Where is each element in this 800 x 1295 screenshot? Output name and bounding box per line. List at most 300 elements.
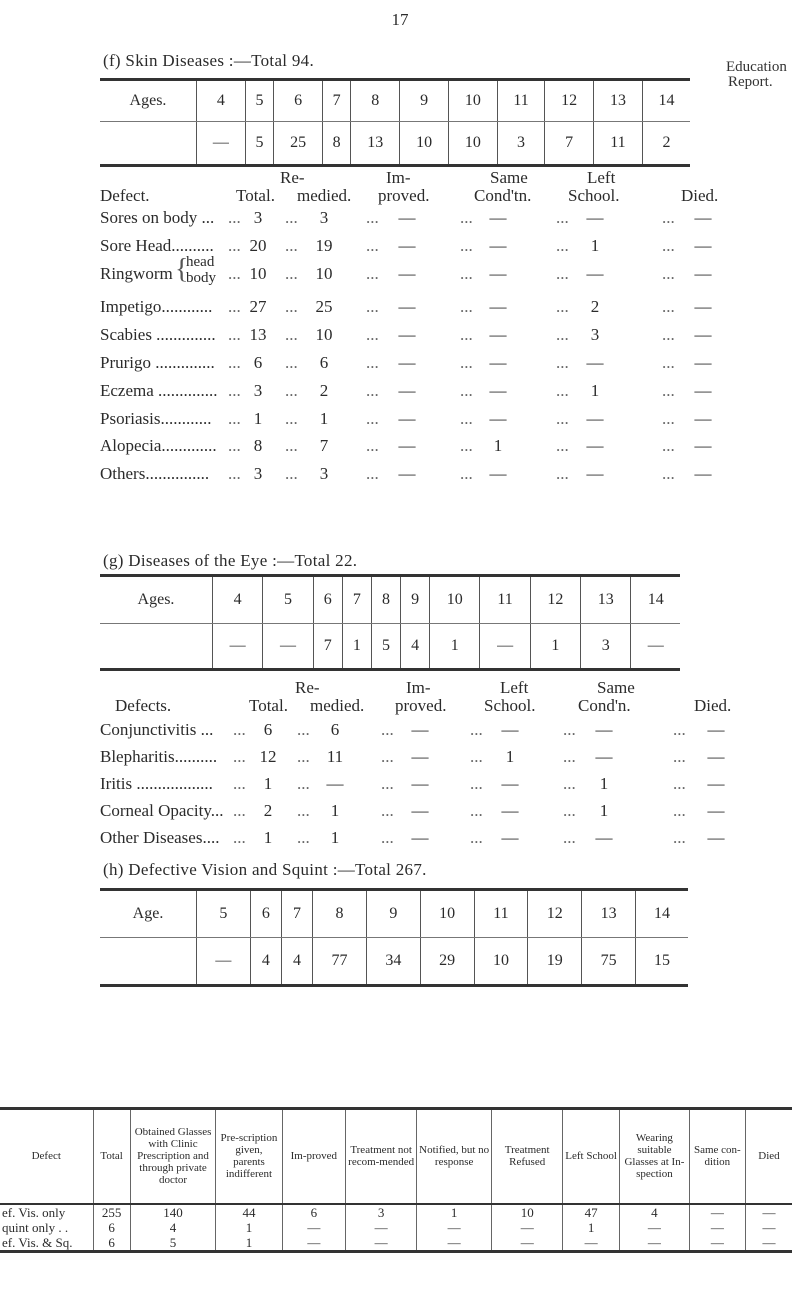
cell-died: — [707,747,725,766]
count-cell: 4 [250,938,281,986]
defect-name: Conjunctivitis ... [100,720,214,739]
defect-row [0,436,800,460]
cell-total: 1 [263,774,273,793]
cell-total: 10 [249,263,267,283]
col-remedied-1: Re- [295,678,320,697]
defect-name: Scabies .............. [100,325,216,345]
table-cell: 3 [346,1204,417,1220]
age-cell: 9 [400,80,449,122]
defect-row [0,297,800,321]
age-cell: 7 [342,576,371,624]
col-improved-2: proved. [378,186,430,205]
cell-died: — [694,380,712,400]
cell-improved: — [398,325,416,345]
leader-dots: ... [366,208,379,227]
leader-dots: ... [228,297,241,317]
leader-dots: ... [285,208,298,227]
leader-dots: ... [381,828,394,847]
leader-dots: ... [285,380,298,400]
col-same-2: Cond'n. [578,696,631,715]
leader-dots: ... [366,325,379,345]
count-cell: 4 [401,624,430,670]
cell-died: — [707,801,725,820]
leader-dots: ... [233,774,246,793]
leader-dots: ... [366,464,379,484]
defect-name: Eczema .............. [100,380,218,400]
age-cell: 4 [213,576,263,624]
section-f-age-table [100,78,690,167]
cell-improved: — [398,208,416,227]
table-cell: 44 [216,1204,282,1220]
leader-dots: ... [662,380,675,400]
table-cell: 1 [563,1220,620,1235]
leader-dots: ... [662,408,675,428]
count-cell: 8 [323,122,351,166]
defect-name: Sores on body ... [100,208,215,227]
defect-row [0,253,800,288]
table-row [0,1220,792,1235]
leader-dots: ... [556,235,569,255]
cell-left: 2 [590,297,600,317]
age-cell: 9 [366,890,420,938]
age-cell: 12 [528,890,582,938]
header-cell: Im-proved [282,1109,346,1204]
row-label: ef. Vis. & Sq. [2,1234,73,1250]
col-left-2: School. [568,186,620,205]
cell-died: — [707,774,725,793]
col-improved-2: proved. [395,696,447,715]
cell-improved: — [398,263,416,283]
col-remedied-2: medied. [297,186,352,205]
cell-same: — [489,353,507,372]
cell-left: — [501,774,519,793]
count-cell: 1 [342,624,371,670]
leader-dots: ... [381,801,394,820]
age-cell: 12 [545,80,594,122]
table-cell: — [563,1235,620,1252]
col-left-1: Left [587,168,616,187]
leader-dots: ... [366,436,379,456]
age-cell: 6 [313,576,342,624]
count-cell: — [480,624,530,670]
cell-left: — [501,801,519,820]
age-cell: 8 [351,80,400,122]
leader-dots: ... [228,464,241,484]
defect-name: Iritis .................. [100,774,213,793]
leader-dots: ... [563,774,576,793]
count-cell: 7 [545,122,594,166]
table-cell: 5 [130,1235,216,1252]
cell-improved: — [398,380,416,400]
col-total: Total. [249,696,288,715]
cell-died: — [707,720,725,739]
defect-name: Sore Head.......... [100,235,214,255]
cell-remedied: 1 [330,801,340,820]
col-left-2: School. [484,696,536,715]
defect-name: Blepharitis.......... [100,747,218,766]
count-cell: 5 [245,122,273,166]
table-cell: — [282,1220,346,1235]
count-cell: 10 [474,938,528,986]
table-cell: 47 [563,1204,620,1220]
defect-name: Ringworm [100,263,173,283]
table-cell: — [620,1235,690,1252]
cell-remedied: 11 [326,747,344,766]
leader-dots: ... [662,263,675,283]
table-cell: 255 [93,1204,130,1220]
leader-dots: ... [297,720,310,739]
cell-left: — [586,208,604,227]
cell-same: — [489,408,507,428]
table-cell: 6 [93,1220,130,1235]
leader-dots: ... [366,263,379,283]
cell-improved: — [398,235,416,255]
leader-dots: ... [460,464,473,484]
vision-summary-table [0,1107,792,1253]
table-cell: 1 [216,1235,282,1252]
header-cell: Treatment Refused [492,1109,563,1204]
leader-dots: ... [563,828,576,847]
defect-row [0,720,800,744]
leader-dots: ... [228,263,241,283]
leader-dots: ... [673,720,686,739]
section-f-defects [0,168,800,568]
leader-dots: ... [470,747,483,766]
count-cell: 11 [594,122,643,166]
cell-left: — [586,408,604,428]
cell-total: 6 [263,720,273,739]
cell-left: — [586,436,604,456]
defect-row [0,325,800,349]
defect-name: Alopecia............. [100,436,217,456]
defect-row [0,353,800,377]
table-cell: — [282,1235,346,1252]
leader-dots: ... [285,408,298,428]
leader-dots: ... [228,408,241,428]
col-same-1: Same [597,678,635,697]
margin-note-line-2: Report. [728,74,773,90]
age-cell: 11 [497,80,544,122]
cell-same: — [489,380,507,400]
cell-total: 8 [253,436,263,456]
leader-dots: ... [297,801,310,820]
leader-dots: ... [228,353,241,372]
table-cell: 1 [216,1220,282,1235]
col-died: Died. [694,696,732,715]
leader-dots: ... [285,436,298,456]
leader-dots: ... [381,774,394,793]
count-cell: 13 [351,122,400,166]
header-cell: Wearing suitable Glasses at In-spection [620,1109,690,1204]
defect-row [0,774,800,798]
leader-dots: ... [460,380,473,400]
defect-name: Other Diseases.... [100,828,220,847]
cell-remedied: 6 [330,720,340,739]
cell-same: — [489,235,507,255]
count-cell: 7 [313,624,342,670]
table-cell: — [417,1220,492,1235]
cell-same: — [489,325,507,345]
header-cell: Treatment not recom-mended [346,1109,417,1204]
cell-same: — [595,828,613,847]
cell-left: 1 [590,235,600,255]
table-row [0,1204,792,1220]
leader-dots: ... [228,325,241,345]
section-h-age-table [100,888,688,987]
cell-remedied: 3 [319,464,329,484]
leader-dots: ... [233,828,246,847]
cell-left: 1 [590,380,600,400]
header-cell: Defect [0,1109,93,1204]
age-cell: 6 [250,890,281,938]
cell-died: — [694,408,712,428]
count-cell: 29 [420,938,474,986]
section-g-age-table [100,574,680,671]
cell-same: 1 [493,436,503,456]
col-improved-1: Im- [386,168,411,187]
leader-dots: ... [673,801,686,820]
cell-total: 12 [259,747,277,766]
cell-improved: — [398,353,416,372]
header-cell: Same con-dition [689,1109,745,1204]
cell-remedied: 10 [315,325,333,345]
age-cell: 7 [323,80,351,122]
count-cell: 15 [636,938,689,986]
table-cell: — [745,1204,792,1220]
age-cell: 4 [197,80,246,122]
age-cell: 5 [245,80,273,122]
header-cell: Obtained Glasses with Clinic Prescription and through private doctor [130,1109,216,1204]
cell-died: — [694,325,712,345]
leader-dots: ... [285,235,298,255]
header-cell: Pre-scription given, parents indifferent [216,1109,282,1204]
leader-dots: ... [366,297,379,317]
age-cell: 10 [420,890,474,938]
age-cell: 13 [594,80,643,122]
leader-dots: ... [297,774,310,793]
cell-died: — [694,208,712,227]
defect-row [0,409,800,433]
counts-label [100,122,197,166]
table-cell: — [346,1235,417,1252]
leader-dots: ... [556,464,569,484]
cell-left: — [501,828,519,847]
age-cell: 13 [581,576,631,624]
cell-remedied: 10 [315,263,333,283]
count-cell: — [263,624,313,670]
cell-same: 1 [599,774,609,793]
table-cell: — [689,1235,745,1252]
col-defect: Defect. [100,186,150,205]
cell-same: — [489,464,507,484]
cell-same: — [489,208,507,227]
cell-remedied: 2 [319,380,329,400]
header-cell: Left School [563,1109,620,1204]
leader-dots: ... [285,263,298,283]
section-g-defects [0,678,800,858]
cell-left: — [586,464,604,484]
leader-dots: ... [662,464,675,484]
cell-same: — [595,720,613,739]
page-number: 17 [391,10,409,29]
leader-dots: ... [470,774,483,793]
leader-dots: ... [366,235,379,255]
leader-dots: ... [228,208,241,227]
table-cell: — [745,1220,792,1235]
table-cell: 6 [93,1235,130,1252]
leader-dots: ... [366,353,379,372]
cell-died: — [707,828,725,847]
col-improved-1: Im- [406,678,431,697]
count-cell: 3 [581,624,631,670]
counts-label [100,938,197,986]
section-g-heading: (g) Diseases of the Eye :—Total 22. [103,551,358,570]
cell-same: — [595,747,613,766]
cell-left: — [586,263,604,283]
defect-name: Psoriasis............ [100,408,212,428]
leader-dots: ... [470,801,483,820]
defect-row [0,381,800,405]
age-cell: 14 [631,576,680,624]
leader-dots: ... [563,720,576,739]
cell-same: 1 [599,801,609,820]
table-cell: 4 [620,1204,690,1220]
leader-dots: ... [460,436,473,456]
defect-row [0,464,800,488]
count-cell: — [197,938,251,986]
leader-dots: ... [662,297,675,317]
table-cell: 1 [417,1204,492,1220]
defect-row [0,828,800,852]
table-cell: — [492,1235,563,1252]
age-cell: 8 [313,890,367,938]
leader-dots: ... [381,720,394,739]
age-cell: 14 [642,80,690,122]
leader-dots: ... [662,235,675,255]
cell-total: 3 [253,208,263,227]
cell-left: — [501,720,519,739]
table-cell: — [492,1220,563,1235]
count-cell: 10 [449,122,498,166]
col-died: Died. [681,186,719,205]
count-cell: 2 [642,122,690,166]
defect-row [0,208,800,232]
leader-dots: ... [556,263,569,283]
margin-note-line-1: Education [726,59,787,75]
leader-dots: ... [366,408,379,428]
leader-dots: ... [228,380,241,400]
cell-total: 27 [249,297,267,317]
col-remedied-1: Re- [280,168,305,187]
leader-dots: ... [228,436,241,456]
count-cell: 3 [497,122,544,166]
cell-remedied: 1 [319,408,329,428]
header-cell: Notified, but no response [417,1109,492,1204]
cell-improved: — [411,828,429,847]
defect-name: Others............... [100,464,210,484]
section-f-heading: (f) Skin Diseases :—Total 94. [103,51,315,70]
ages-label: Ages. [100,576,213,624]
table-cell: — [417,1235,492,1252]
leader-dots: ... [460,408,473,428]
cell-improved: — [411,720,429,739]
row-label: quint only . . [2,1219,69,1235]
cell-improved: — [411,774,429,793]
col-total: Total. [236,186,275,205]
cell-improved: — [398,464,416,484]
leader-dots: ... [662,353,675,372]
age-cell: 10 [430,576,480,624]
age-cell: 10 [449,80,498,122]
cell-total: 20 [249,235,267,255]
count-cell: 1 [430,624,480,670]
leader-dots: ... [563,801,576,820]
leader-dots: ... [233,747,246,766]
count-cell: 1 [530,624,580,670]
leader-dots: ... [556,408,569,428]
table-cell: 140 [130,1204,216,1220]
count-cell: 25 [274,122,323,166]
leader-dots: ... [556,380,569,400]
leader-dots: ... [285,464,298,484]
count-cell: — [197,122,246,166]
sub-label-head: head [186,253,215,270]
cell-improved: — [411,747,429,766]
leader-dots: ... [233,801,246,820]
col-same-1: Same [490,168,528,187]
leader-dots: ... [673,774,686,793]
age-cell: 11 [474,890,528,938]
cell-remedied: 19 [315,235,333,255]
table-cell: 6 [282,1204,346,1220]
leader-dots: ... [662,436,675,456]
cell-left: 1 [505,747,515,766]
leader-dots: ... [228,235,241,255]
ages-label: Age. [100,890,197,938]
count-cell: 77 [313,938,367,986]
cell-improved: — [398,297,416,317]
table-cell: — [689,1220,745,1235]
cell-remedied: 6 [319,353,329,372]
cell-total: 13 [249,325,267,345]
cell-died: — [694,464,712,484]
count-cell: 10 [400,122,449,166]
table-cell: 4 [130,1220,216,1235]
cell-total: 6 [253,353,263,372]
leader-dots: ... [460,235,473,255]
margin-note [726,60,787,90]
leader-dots: ... [381,747,394,766]
cell-improved: — [398,408,416,428]
header-cell: Total [93,1109,130,1204]
defect-row [0,236,800,260]
leader-dots: ... [460,297,473,317]
cell-total: 1 [253,408,263,428]
leader-dots: ... [460,353,473,372]
cell-total: 2 [263,801,273,820]
table-row [0,1235,792,1252]
leader-dots: ... [556,436,569,456]
defect-name: Prurigo .............. [100,353,215,372]
table-cell: 10 [492,1204,563,1220]
count-cell: — [213,624,263,670]
count-cell: 34 [366,938,420,986]
leader-dots: ... [662,208,675,227]
age-cell: 5 [263,576,313,624]
leader-dots: ... [556,325,569,345]
cell-left: 3 [590,325,600,345]
leader-dots: ... [460,263,473,283]
